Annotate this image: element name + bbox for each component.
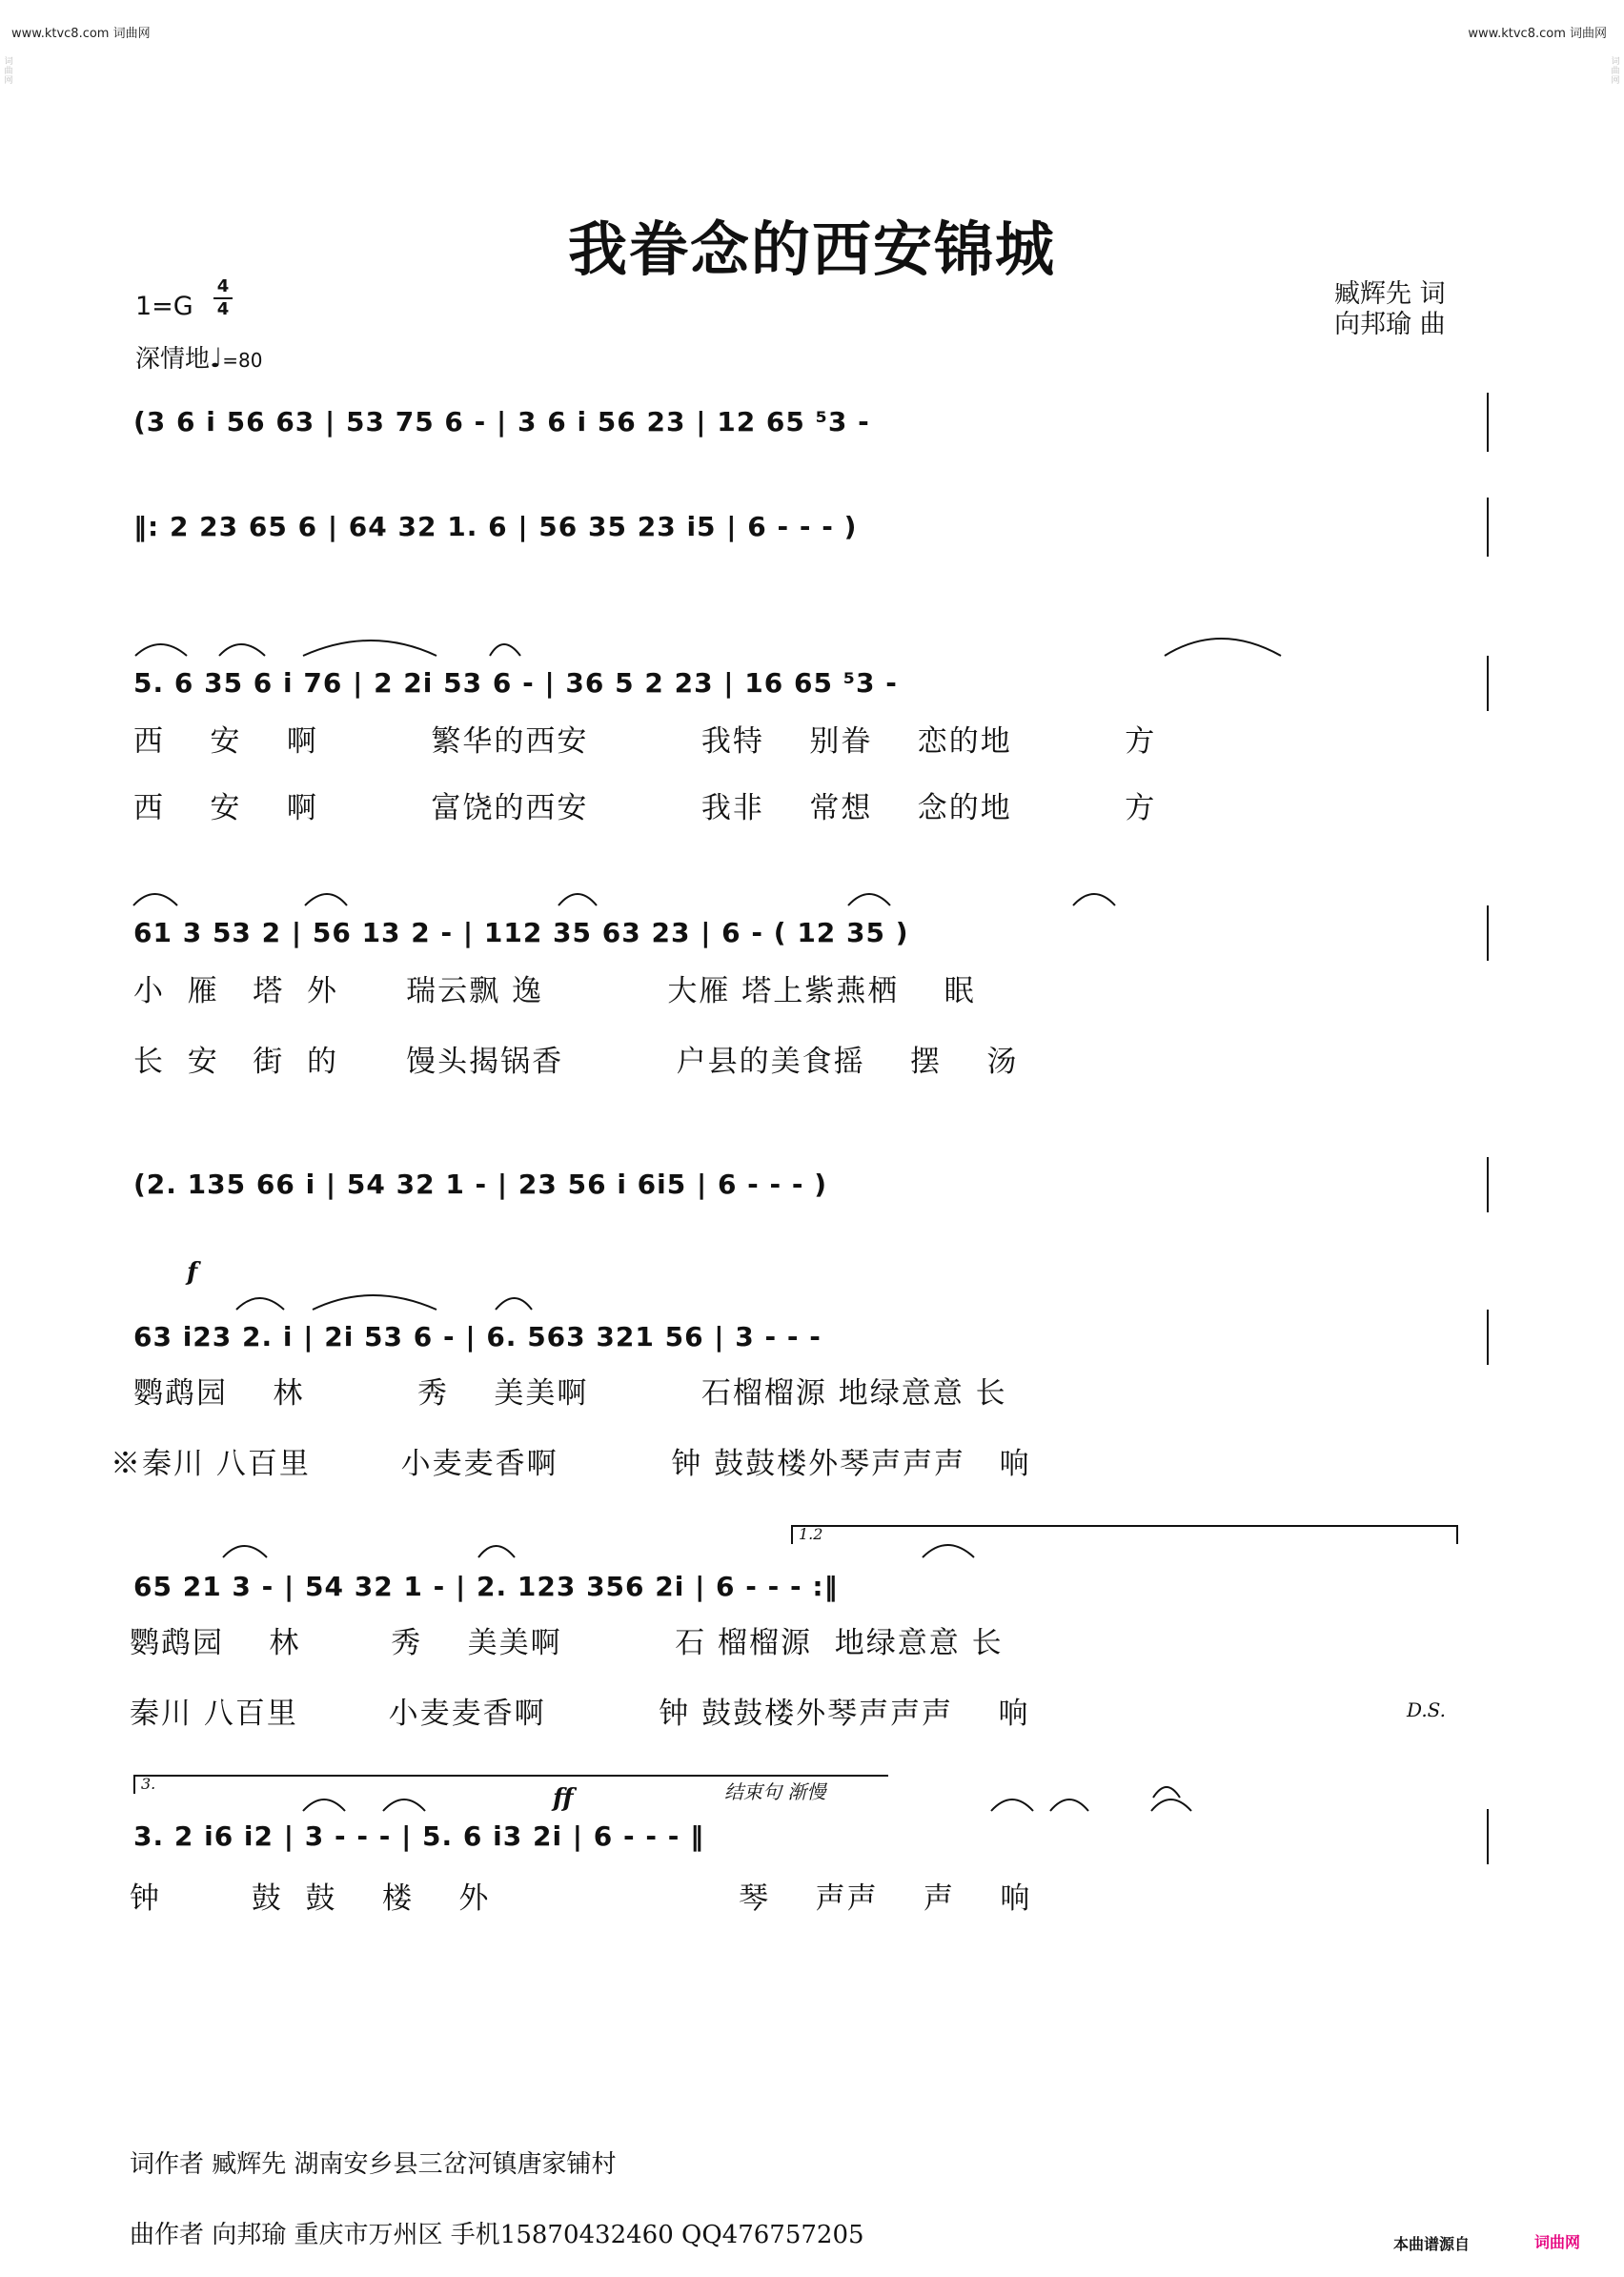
system-2-notes: ‖: 2 23 65 6 | 64 32 1. 6 | 56 35 23 i5 | 6 - - - ) [133,511,858,542]
system-8-notes: 3. 2 i6 i2 | 3 - - - | 5. 6 i3 2i | 6 - - - ‖ [133,1820,705,1852]
lyricist-credit: 臧辉先 词 [1334,279,1446,309]
volta-label-third: 3. [141,1775,156,1793]
key-signature: 1=G [135,292,193,321]
dynamic-fortissimo: ff [553,1784,574,1813]
volta-bracket-first [791,1525,1458,1544]
brand-logo: 词曲网 [1534,2233,1581,2251]
tempo-word: 深情地 [135,345,211,374]
barline [1487,498,1489,557]
system-4-lyrics-verse-1: 小 雁 塔 外 瑞云飘 逸 大雁 塔上紫燕栖 眠 [133,974,976,1008]
dal-segno-marking: D.S. [1407,1698,1447,1721]
site-watermark-left: www.ktvc8.com 词曲网 [11,27,151,41]
system-3-lyrics-verse-2: 西 安 啊 富饶的西安 我非 常想 念的地 方 [133,791,1157,825]
source-note: 本曲谱源自 [1393,2235,1471,2253]
composer-info: 曲作者 向邦瑜 重庆市万州区 手机15870432460 QQ476757205 [130,2221,864,2249]
system-3-notes: 5. 6 35 6 i 76 | 2 2i 53 6 - | 36 5 2 23 | 16 65 ⁵3 - [133,667,898,699]
system-7-lyrics-verse-1: 鹦鹉园 林 秀 美美啊 石 榴榴源 地绿意意 长 [130,1626,1004,1660]
barline [1487,1310,1489,1365]
song-title: 我眷念的西安锦城 [567,214,1056,284]
system-4-notes: 61 3 53 2 | 56 13 2 - | 112 35 63 23 | 6 - ( 12 35 ) [133,917,909,948]
system-1-notes: (3 6 i 56 63 | 53 75 6 - | 3 6 i 56 23 | 12 65 ⁵3 - [133,406,870,437]
system-4-lyrics-verse-2: 长 安 街 的 馒头揭锅香 户县的美食摇 摆 汤 [133,1045,1019,1079]
barline [1487,905,1489,961]
quarter-note-icon: ♩ [210,342,223,374]
system-7-notes: 65 21 3 - | 54 32 1 - | 2. 123 356 2i | 6 - - - :‖ [133,1571,839,1602]
dynamic-forte: f [187,1258,198,1287]
lyricist-info: 词作者 臧辉先 湖南安乡县三岔河镇唐家铺村 [130,2150,617,2179]
barline [1487,656,1489,711]
volta-label-first: 1.2 [799,1525,823,1543]
tempo-value: =80 [222,349,263,372]
system-3-lyrics-verse-1: 西 安 啊 繁华的西安 我特 别眷 恋的地 方 [133,724,1157,759]
system-5-notes: (2. 135 66 i | 54 32 1 - | 23 56 i 6i5 | 6 - - - ) [133,1169,828,1200]
side-watermark-left: 词曲网 [4,57,13,86]
composer-credit: 向邦瑜 曲 [1334,310,1446,339]
system-6-notes: 63 i23 2. i | 2i 53 6 - | 6. 563 321 56 | 3 - - - [133,1321,822,1352]
time-signature-bottom: 4 [213,297,233,320]
site-watermark-right: www.ktvc8.com 词曲网 [1468,27,1607,41]
system-8-lyrics: 钟 鼓 鼓 楼 外 琴 声声 声 响 [130,1881,1032,1916]
system-7-lyrics-verse-2: 秦川 八百里 小麦麦香啊 钟 鼓鼓楼外琴声声声 响 [130,1697,1030,1731]
system-6-lyrics-verse-2: ※秦川 八百里 小麦麦香啊 钟 鼓鼓楼外琴声声声 响 [111,1447,1031,1481]
barline [1487,1157,1489,1212]
time-signature-top: 4 [216,276,230,296]
system-6-lyrics-verse-1: 鹦鹉园 林 秀 美美啊 石榴榴源 地绿意意 长 [133,1376,1007,1411]
barline [1487,393,1489,452]
side-watermark-right: 词曲网 [1611,57,1620,86]
ending-ritardando-marking: 结束句 渐慢 [724,1780,826,1803]
final-barline [1487,1809,1489,1864]
